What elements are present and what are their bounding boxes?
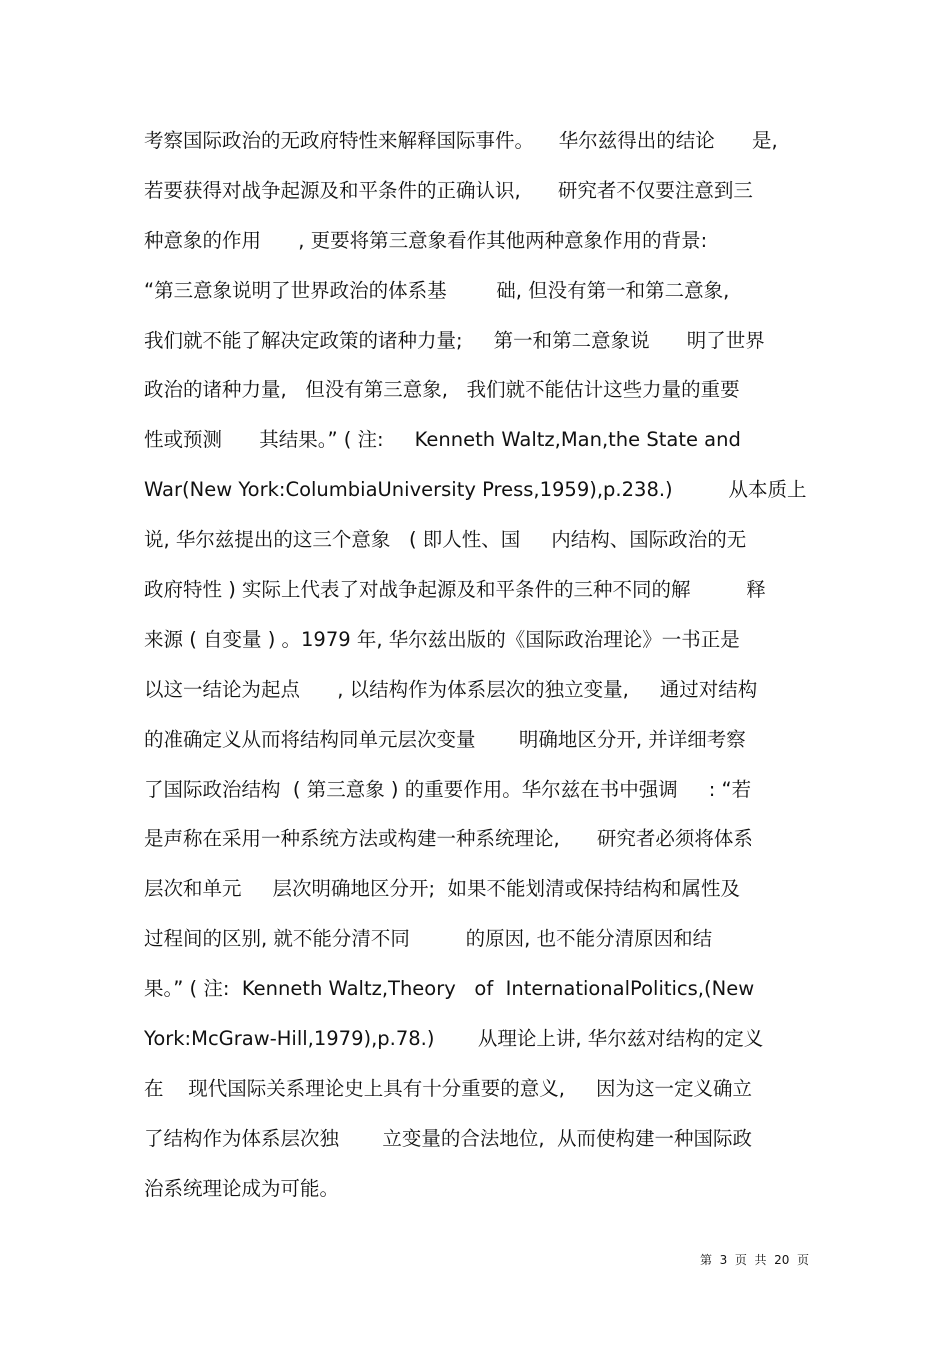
text-line: 层次和单元 层次明确地区分开; 如果不能划清或保持结构和属性及 — [144, 877, 740, 901]
text-line: 过程间的区别, 就不能分清不同 的原因, 也不能分清原因和结 — [144, 927, 713, 951]
text-line: 政府特性 ) 实际上代表了对战争起源及和平条件的三种不同的解 释 — [144, 578, 766, 602]
body-text — [144, 121, 824, 1219]
text-line: 性或预测 其结果。” ( 注: Kenneth Waltz,Man,the State and — [144, 428, 741, 452]
text-line: 治系统理论成为可能。 — [144, 1176, 340, 1200]
text-line: 若要获得对战争起源及和平条件的正确认识, 研究者不仅要注意到三 — [144, 178, 753, 202]
text-line: 考察国际政治的无政府特性来解释国际事件。 华尔兹得出的结论 是, — [144, 129, 778, 152]
text-line: 在 现代国际关系理论史上具有十分重要的意义, 因为这一定义确立 — [144, 1076, 752, 1100]
text-line: York:McGraw-Hill,1979),p.78.) 从理论上讲, 华尔兹对结构的定义 — [144, 1027, 764, 1051]
text-line: War(New York:ColumbiaUniversity Press,1959),p.238.) 从本质上 — [144, 478, 807, 502]
text-line: 了国际政治结构 ( 第三意象 ) 的重要作用。华尔兹在书中强调 : “若 — [144, 777, 752, 801]
text-line: 种意象的作用 , 更要将第三意象看作其他两种意象作用的背景: — [144, 228, 708, 252]
text-line: 来源 ( 自变量 ) 。1979 年, 华尔兹出版的《国际政治理论》一书正是 — [144, 627, 740, 651]
text-line: 果。” ( 注: Kenneth Waltz,Theory of InternationalPolitics,(New — [144, 977, 755, 1001]
text-line: 的准确定义从而将结构同单元层次变量 明确地区分开, 并详细考察 — [144, 727, 746, 751]
text-line: 说, 华尔兹提出的这三个意象 ( 即人性、国 内结构、国际政治的无 — [144, 528, 747, 552]
text-line: “第三意象说明了世界政治的体系基 础, 但没有第一和第二意象, — [144, 278, 730, 302]
text-line: 我们就不能了解决定政策的诸种力量; 第一和第二意象说 明了世界 — [144, 328, 765, 352]
page-number-footer: 第 3 页 共 20 页 — [700, 1253, 810, 1267]
text-line: 了结构作为体系层次独 立变量的合法地位, 从而使构建一种国际政 — [144, 1126, 752, 1150]
text-line: 以这一结论为起点 , 以结构作为体系层次的独立变量, 通过对结构 — [144, 677, 758, 701]
text-line: 是声称在采用一种系统方法或构建一种系统理论, 研究者必须将体系 — [144, 827, 753, 851]
text-line: 政治的诸种力量, 但没有第三意象, 我们就不能估计这些力量的重要 — [144, 378, 740, 402]
